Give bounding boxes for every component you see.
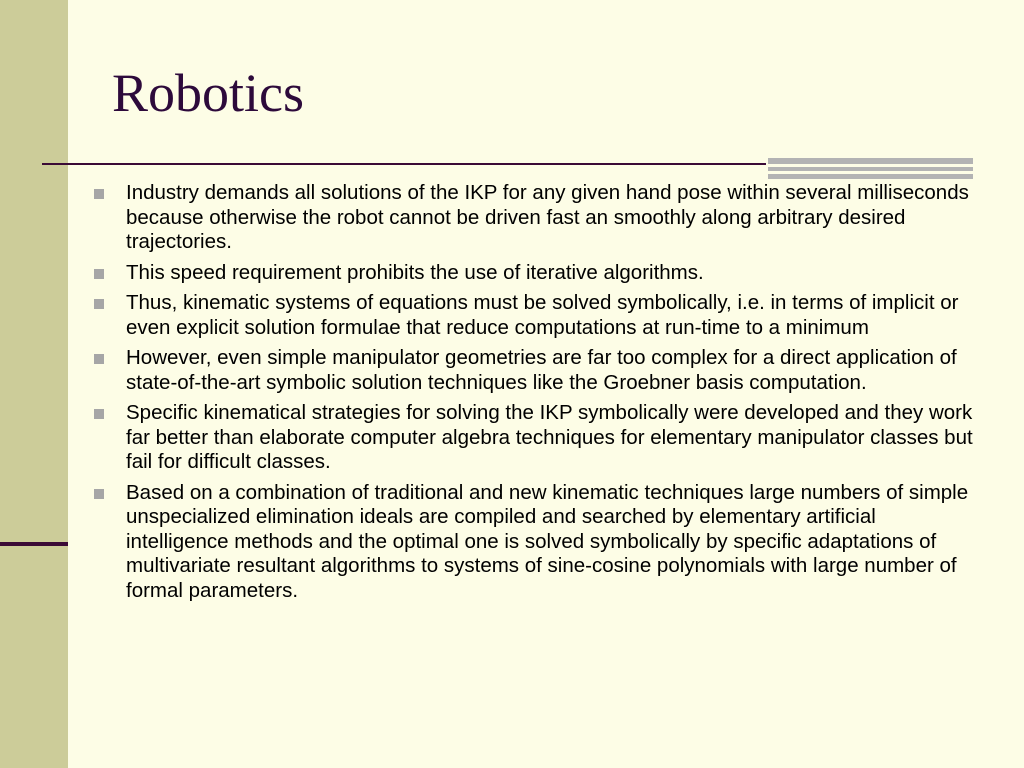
bullet-item [94, 181, 974, 255]
slide-title: Robotics [112, 63, 305, 123]
bullet-item [94, 481, 974, 604]
square-bullet-icon [94, 354, 104, 364]
square-bullet-icon [94, 489, 104, 499]
accent-bar [768, 174, 973, 179]
square-bullet-icon [94, 269, 104, 279]
bullet-text: Industry demands all solutions of the IKP for any given hand pose within several milliseconds because otherwise the robot cannot be driven fast an smoothly along arbitrary desired trajectories. [126, 181, 969, 253]
bullet-text: Specific kinematical strategies for solving the IKP symbolically were developed and they work far better than elaborate computer algebra techniques for elementary manipulator classes but fail for difficult classes. [126, 401, 973, 473]
accent-bar [768, 158, 973, 164]
bullet-item [94, 401, 974, 475]
bullet-item [94, 346, 974, 395]
bullet-item [94, 291, 974, 340]
bullet-text: Based on a combination of traditional and new kinematic techniques large numbers of simple unspecialized elimination ideals are compiled and searched by elementary artificial intelligence methods and the optimal one is solved symbolically by specific adaptations of multivariate resultant algorithms to systems of sine-cosine polynomials with large number of formal parameters. [126, 480, 969, 602]
square-bullet-icon [94, 299, 104, 309]
square-bullet-icon [94, 409, 104, 419]
accent-bar [768, 167, 973, 171]
bullet-item [94, 261, 974, 286]
title-underline [42, 163, 766, 165]
bullet-text: However, even simple manipulator geometries are far too complex for a direct application of state-of-the-art symbolic solution techniques like the Groebner basis computation. [126, 346, 957, 394]
bullet-text: Thus, kinematic systems of equations must be solved symbolically, i.e. in terms of implicit or even explicit solution formulae that reduce computations at run-time to a minimum [126, 291, 959, 339]
side-band-divider [0, 542, 68, 546]
side-band [0, 0, 68, 768]
bullet-list [94, 181, 974, 609]
accent-bars [768, 158, 973, 180]
bullet-text: This speed requirement prohibits the use of iterative algorithms. [126, 260, 704, 284]
square-bullet-icon [94, 189, 104, 199]
